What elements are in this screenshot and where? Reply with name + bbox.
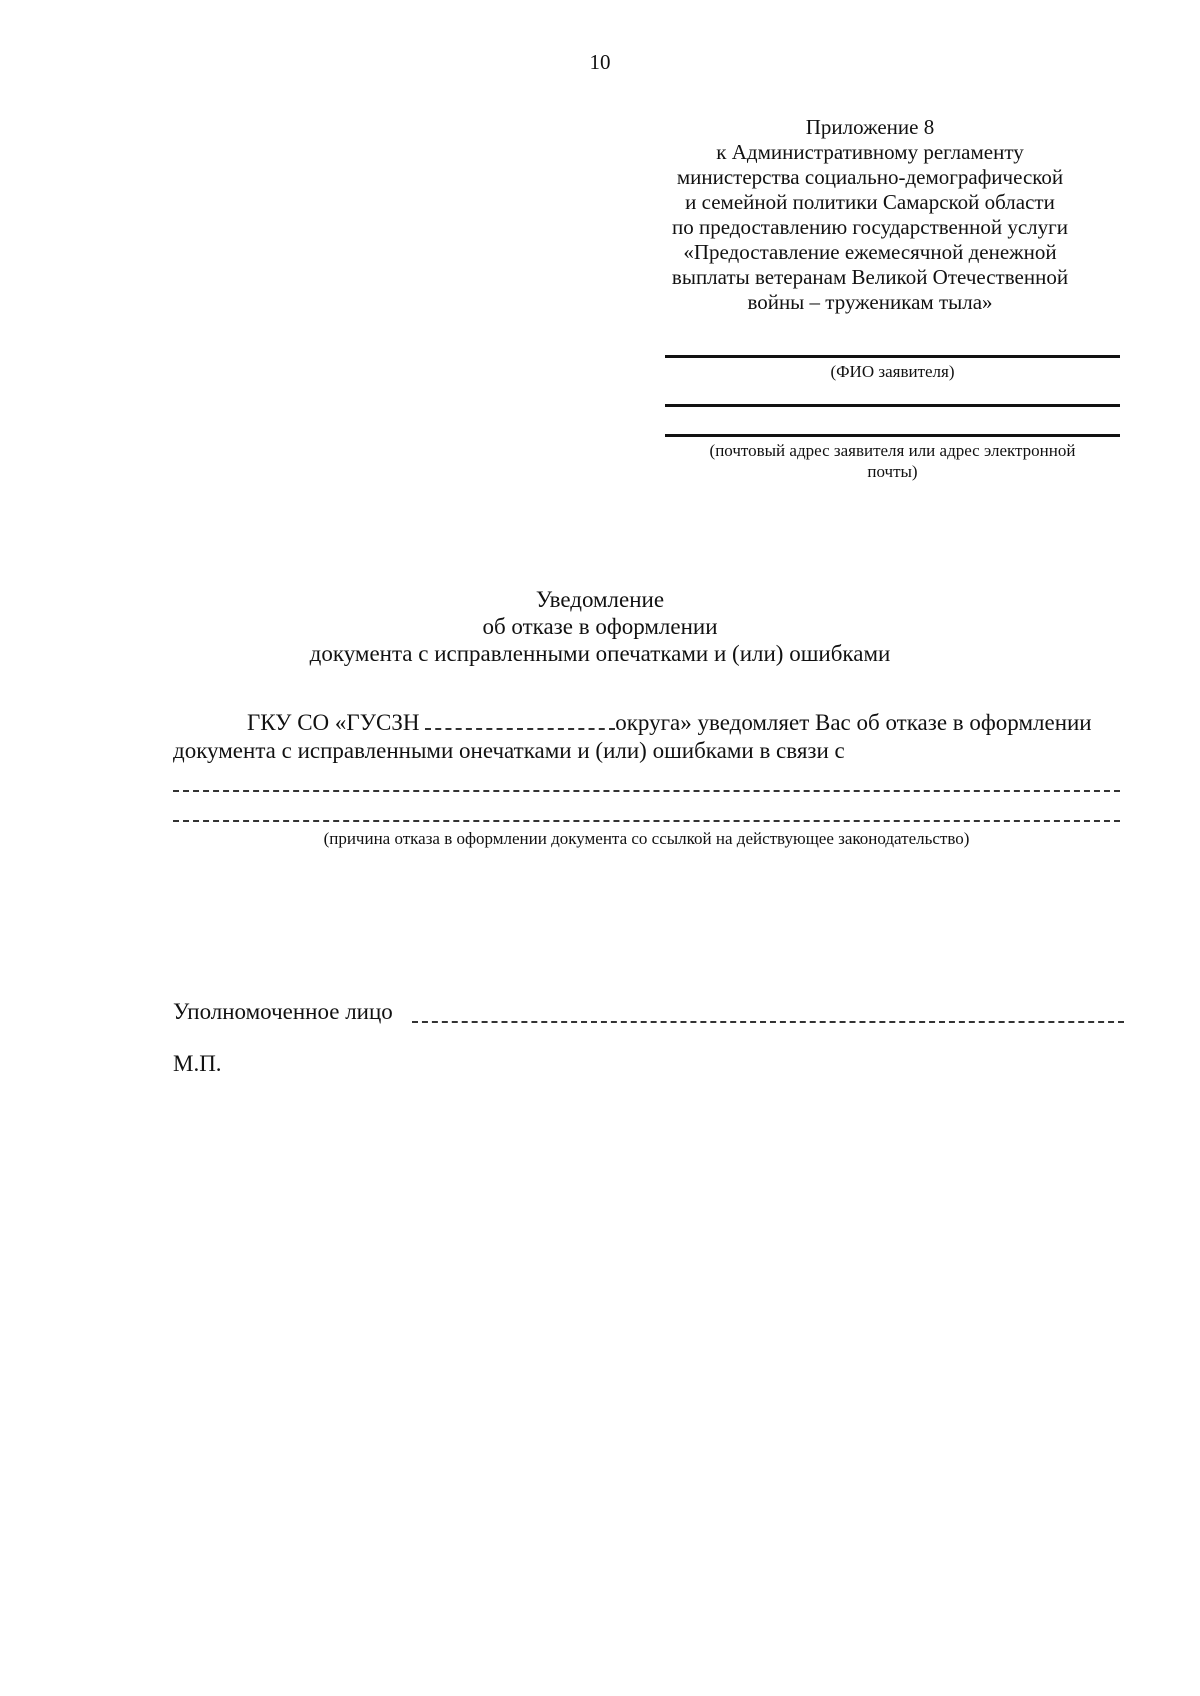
appendix-line: министерства социально-демографической	[676, 165, 1064, 189]
applicant-address-line-1	[665, 404, 1120, 407]
notice-body-line-2: документа с исправленными онечатками и (или) ошибками в связи с	[173, 738, 845, 763]
applicant-address-line-2	[665, 434, 1120, 437]
stamp-place: М.П.	[173, 1051, 222, 1076]
appendix-line: по предоставлению государственной услуги	[672, 215, 1068, 239]
applicant-address-caption	[660, 440, 1125, 482]
appendix-line: выплаты ветеранам Великой Отечественной	[671, 265, 1069, 289]
reason-line-1	[173, 790, 1120, 792]
authorized-person-label: Уполномоченное лицо	[173, 999, 393, 1024]
title-line: документа с исправленными опечатками и (или) ошибками	[309, 641, 891, 666]
applicant-name-line	[665, 355, 1120, 358]
applicant-name-caption: (ФИО заявителя)	[830, 362, 955, 381]
title-line: Уведомление	[535, 587, 665, 612]
agency-name: ГКУ СО «ГУСЗН	[247, 710, 420, 735]
address-caption-line: почты)	[867, 462, 918, 481]
district-blank	[425, 708, 615, 730]
reason-line-2	[173, 820, 1120, 822]
appendix-line: «Предоставление ежемесячной денежной	[683, 240, 1057, 264]
notice-body-line-1	[247, 708, 1092, 737]
appendix-line: Приложение 8	[805, 115, 935, 139]
appendix-line: к Административному регламенту	[716, 140, 1024, 164]
address-caption-line: (почтовый адрес заявителя или адрес электронной	[709, 441, 1076, 460]
notice-text: округа» уведомляет Вас об отказе в оформлении	[615, 710, 1092, 735]
reason-caption: (причина отказа в оформлении документа со ссылкой на действующее законодательство)	[323, 829, 970, 848]
page-number: 10	[589, 50, 611, 74]
signature-line	[412, 1021, 1124, 1023]
appendix-line: и семейной политики Самарской области	[685, 190, 1055, 214]
appendix-header	[620, 115, 1120, 315]
notice-title	[0, 586, 1200, 667]
appendix-line: войны – труженикам тыла»	[747, 290, 993, 314]
title-line: об отказе в оформлении	[482, 614, 718, 639]
